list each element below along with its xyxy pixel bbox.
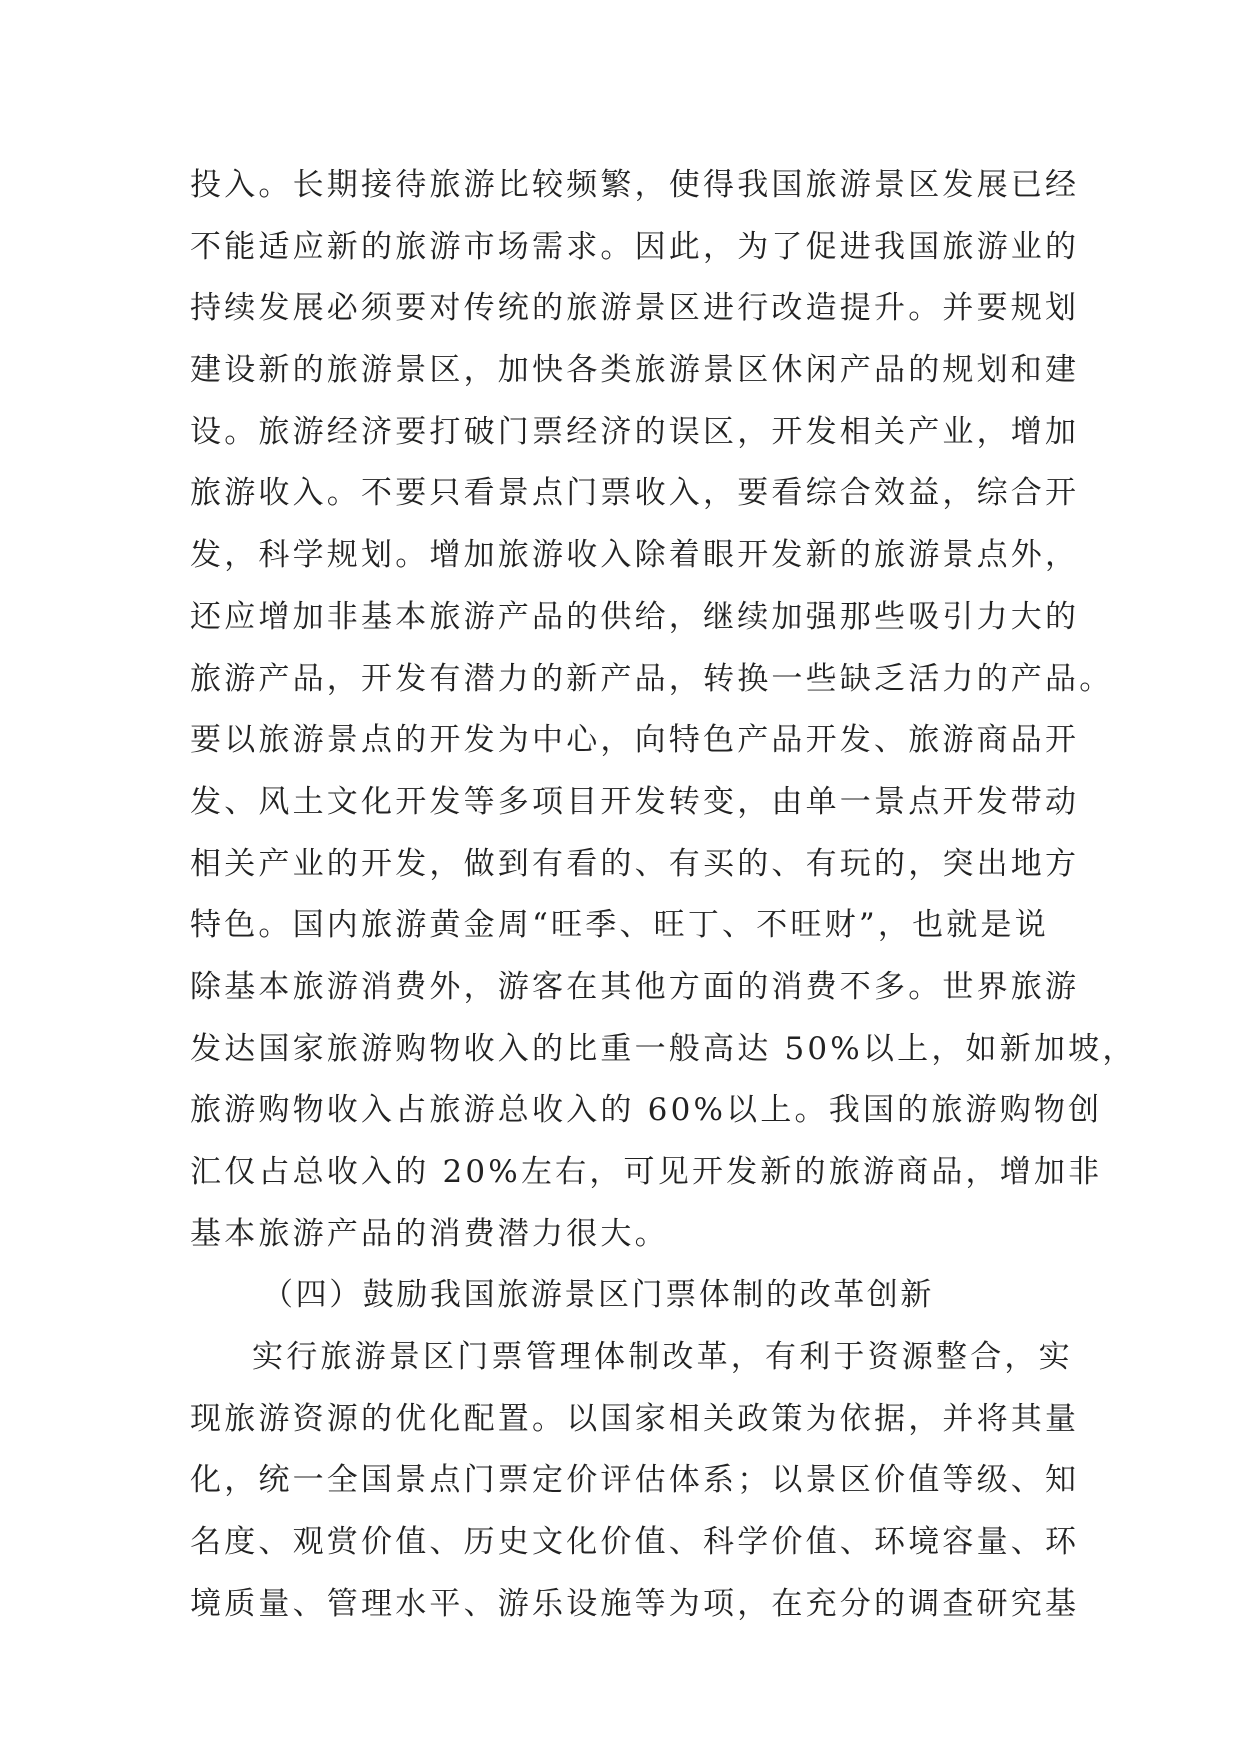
text-line: 相关产业的开发，做到有看的、有买的、有玩的，突出地方: [190, 845, 1080, 882]
section-heading: （四）鼓励我国旅游景区门票体制的改革创新: [262, 1277, 934, 1314]
text-line: 现旅游资源的优化配置。以国家相关政策为依据，并将其量: [190, 1400, 1080, 1437]
text-line: 汇仅占总收入的 20%左右，可见开发新的旅游商品，增加非: [190, 1154, 1103, 1190]
text-line: 旅游购物收入占旅游总收入的 60%以上。我国的旅游购物创: [190, 1092, 1103, 1129]
text-line: 境质量、管理水平、游乐设施等为项，在充分的调查研究基: [190, 1585, 1080, 1622]
paragraph-first-line: 实行旅游景区门票管理体制改革，有利于资源整合，实: [252, 1339, 1073, 1376]
text-line: 除基本旅游消费外，游客在其他方面的消费不多。世界旅游: [190, 968, 1080, 1005]
text-line: 发，科学规划。增加旅游收入除着眼开发新的旅游景点外，: [190, 537, 1080, 574]
text-line: 设。旅游经济要打破门票经济的误区，开发相关产业，增加: [190, 413, 1080, 450]
text-line: 旅游收入。不要只看景点门票收入，要看综合效益，综合开: [190, 475, 1080, 512]
text-line: 投入。长期接待旅游比较频繁，使得我国旅游景区发展已经: [190, 167, 1080, 203]
text-line: 化，统一全国景点门票定价评估体系；以景区价值等级、知: [190, 1462, 1080, 1499]
text-line: 特色。国内旅游黄金周“旺季、旺丁、不旺财”，也就是说: [190, 907, 1049, 944]
text-line: 名度、观赏价值、历史文化价值、科学价值、环境容量、环: [190, 1524, 1080, 1561]
text-line: 持续发展必须要对传统的旅游景区进行改造提升。并要规划: [190, 290, 1080, 327]
body-text: [190, 155, 1137, 1636]
text-line: 旅游产品，开发有潜力的新产品，转换一些缺乏活力的产品。: [190, 660, 1114, 697]
text-line: 建设新的旅游景区，加快各类旅游景区休闲产品的规划和建: [190, 352, 1080, 389]
text-line: 基本旅游产品的消费潜力很大。: [190, 1215, 669, 1252]
text-line: 还应增加非基本旅游产品的供给，继续加强那些吸引力大的: [190, 598, 1080, 635]
text-line: 要以旅游景点的开发为中心，向特色产品开发、旅游商品开: [190, 722, 1080, 759]
text-line: 发达国家旅游购物收入的比重一般高达 50%以上，如新加坡，: [190, 1030, 1137, 1067]
text-line: 不能适应新的旅游市场需求。因此，为了促进我国旅游业的: [190, 228, 1080, 265]
text-line: 发、风土文化开发等多项目开发转变，由单一景点开发带动: [190, 783, 1080, 820]
